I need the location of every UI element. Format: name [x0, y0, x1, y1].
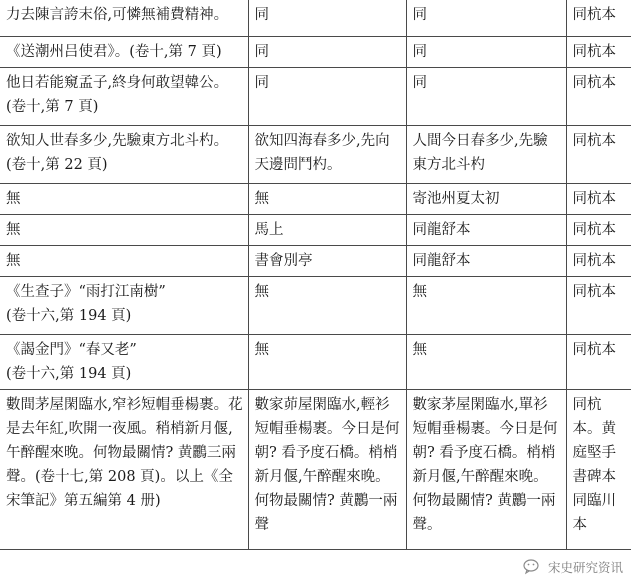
note-cell: 同杭本	[566, 125, 631, 183]
source-text-cell: 《生查子》“雨打江南樹” (卷十六,第 194 頁)	[0, 276, 248, 334]
wechat-icon	[523, 559, 543, 575]
variant-a-cell: 無	[248, 276, 406, 334]
watermark-text: 宋史研究资讯	[547, 560, 623, 575]
variant-b-cell: 無	[406, 334, 566, 389]
variant-a-cell: 數家茆屋閑臨水,輕衫短帽垂楊裹。今日是何朝? 看予度石橋。梢梢新月偃,午醉醒來晚。何物最關情? 黄鸝一兩聲	[248, 389, 406, 549]
table-row	[0, 183, 631, 214]
variant-b-cell: 人間今日春多少,先驗東方北斗杓	[406, 125, 566, 183]
note-cell: 同杭本	[566, 334, 631, 389]
variant-a-cell: 同	[248, 36, 406, 67]
variant-b-cell: 寄池州夏太初	[406, 183, 566, 214]
table-row	[0, 389, 631, 549]
table-row	[0, 214, 631, 245]
variant-b-cell: 同	[406, 67, 566, 125]
variant-a-cell: 無	[248, 334, 406, 389]
variant-a-cell: 同	[248, 0, 406, 36]
table-row	[0, 334, 631, 389]
variant-b-cell: 同	[406, 0, 566, 36]
variant-a-cell: 無	[248, 183, 406, 214]
source-text-cell: 他日若能窺孟子,終身何敢望韓公。(卷十,第 7 頁)	[0, 67, 248, 125]
variant-b-cell: 同	[406, 36, 566, 67]
note-cell: 同杭本	[566, 245, 631, 276]
note-cell: 同杭本。黄庭堅手書碑本同臨川本	[566, 389, 631, 549]
table-row	[0, 125, 631, 183]
source-text-cell: 《謁金門》“春又老” (卷十六,第 194 頁)	[0, 334, 248, 389]
source-text-cell: 欲知人世春多少,先驗東方北斗杓。(卷十,第 22 頁)	[0, 125, 248, 183]
source-text-cell: 力去陳言誇末俗,可憐無補費精神。	[0, 0, 248, 36]
source-text-cell: 無	[0, 245, 248, 276]
variant-a-cell: 書會別亭	[248, 245, 406, 276]
variant-b-cell: 無	[406, 276, 566, 334]
source-text-cell: 無	[0, 183, 248, 214]
variant-a-cell: 馬上	[248, 214, 406, 245]
source-text-cell: 數間茅屋閑臨水,窄衫短帽垂楊裹。花是去年紅,吹開一夜風。稍梢新月偃,午醉醒來晚。何物最關情? 黄鸝三兩聲。(卷十七,第 208 頁)。以上《全宋筆記》第五編第 4 册)	[0, 389, 248, 549]
variant-a-cell: 欲知四海春多少,先向天邊問鬥杓。	[248, 125, 406, 183]
variant-b-cell: 同龍舒本	[406, 245, 566, 276]
note-cell: 同杭本	[566, 36, 631, 67]
variant-b-cell: 同龍舒本	[406, 214, 566, 245]
source-text-cell: 《送潮州吕使君》。(卷十,第 7 頁)	[0, 36, 248, 67]
note-cell: 同杭本	[566, 67, 631, 125]
table-row	[0, 67, 631, 125]
table-row	[0, 0, 631, 36]
note-cell: 同杭本	[566, 214, 631, 245]
source-text-cell: 無	[0, 214, 248, 245]
table-row	[0, 276, 631, 334]
note-cell: 同杭本	[566, 0, 631, 36]
note-cell: 同杭本	[566, 183, 631, 214]
table-row	[0, 245, 631, 276]
table-row	[0, 36, 631, 67]
watermark	[523, 558, 623, 576]
note-cell: 同杭本	[566, 276, 631, 334]
variant-b-cell: 數家茅屋閑臨水,單衫短帽垂楊裹。今日是何朝? 看予度石橋。梢梢新月偃,午醉醒來晚。何物最關情? 黄鸝一兩聲。	[406, 389, 566, 549]
variant-a-cell: 同	[248, 67, 406, 125]
